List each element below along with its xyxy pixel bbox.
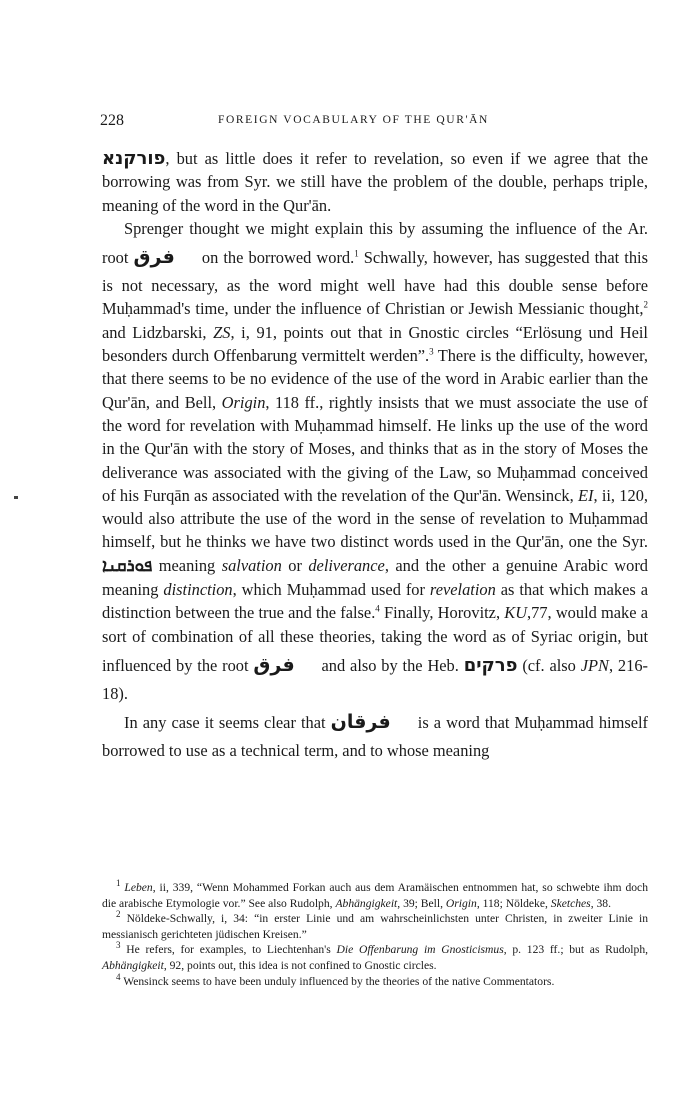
footnote-ref-4: 4 (375, 603, 380, 614)
hebrew-word-purqim: פרקים (463, 654, 518, 676)
arabic-root-word-2: فرق (253, 653, 295, 676)
footnotes (102, 880, 648, 989)
text-run: , 92, points out, this idea is not confined to Gnostic circles. (163, 958, 437, 972)
text-run: , ii, 339, “Wenn Mohammed Forkan auch aus dem Aramäischen entnommen hat, so schwebte ihm doch die arabische Etymologie vor.” See also Rudolph, (102, 881, 648, 910)
italic-book-title: Die Offenbarung im Gnosticismus (336, 943, 504, 957)
page-header (100, 112, 648, 134)
italic-sketches: Sketches (550, 896, 591, 910)
footnote-1 (102, 880, 648, 911)
text-run: , 216-18). (102, 655, 648, 703)
footnote-number: 3 (116, 940, 121, 951)
text-run: , which Muḥammad used for (232, 580, 430, 600)
italic-salvation: salvation (221, 555, 282, 575)
text-run: He refers, for examples, to Liechtenhan's (126, 943, 337, 957)
text-run: , but as little does it refer to revelation, so even if we agree that the borrowing was from Syr. we still have the problem of the double, perhaps triple, meaning of the word in the Qur'ān. (102, 149, 648, 215)
hebrew-word-furqana: פורקנא (102, 148, 166, 169)
text-run: , 118; Nöldeke, (476, 896, 551, 910)
text-run: and Lidzbarski, (102, 322, 214, 342)
arabic-word-furqan: فرقان (330, 711, 391, 734)
italic-ei: EI (577, 485, 594, 505)
text-run: , ii, 120, would also attribute the use of the word in the sense of revelation to Muḥammad himself, but he thinks we have two distinct words used in the Qur'ān, one the Syr. (102, 485, 648, 552)
italic-abhangigkeit: Abhängigkeit (102, 958, 164, 972)
text-run: (cf. also (517, 655, 581, 675)
margin-mark (14, 496, 18, 499)
text-run: , and the other a genuine Arabic word meaning (102, 555, 648, 600)
text-run: Schwally, however, has suggested that this is not necessary, as the word might well have had this double sense before Muḥammad's time, under the influence of Christian or Jewish Messianic thought, (102, 248, 648, 319)
italic-leben: Leben (124, 881, 153, 894)
italic-origin: Origin (445, 896, 477, 910)
text-run: There is the difficulty, however, that there seems to be no evidence of the use of the word in Arabic earlier than the Qur'ān, and Bell, (102, 346, 648, 412)
footnote-2 (102, 911, 648, 942)
footnote-3 (102, 942, 648, 973)
text-run: , 39; Bell, (397, 896, 446, 910)
main-text (102, 147, 648, 763)
italic-distinction: distinction (163, 580, 233, 600)
italic-origin: Origin (221, 392, 266, 412)
text-run: ,77, would make a sort of combination of all these theories, taking the word as of Syriac origin, but influenced by the root (102, 603, 648, 675)
text-run: Wensinck seems to have been unduly influenced by the theories of the native Commentators. (123, 974, 555, 988)
paragraph-3 (102, 705, 648, 762)
italic-jpn: JPN (580, 655, 609, 675)
footnote-4 (102, 971, 648, 990)
text-run: meaning (152, 555, 222, 575)
footnote-number: 2 (116, 909, 121, 920)
footnote-number: 1 (116, 878, 121, 889)
text-run: Nöldeke-Schwally, i, 34: “in erster Linie und am wahrscheinlichsten unter Christen, in zweiter Linie in messianisch gerichteten jüdischen Kreisen.” (102, 912, 649, 941)
text-run: , 118 ff., rightly insists that we must associate the use of the word for revelation with Muḥammad himself. He links up the use of the word in the Qur'ān with the story of Moses, and thinks that as in the story of Moses the deliverance was associated with the giving of the Law, so Muḥammad conceived of his Furqān as associated with the revelation of the Qur'ān. Wensinck, (102, 392, 648, 505)
footnote-ref-3: 3 (429, 346, 434, 357)
text-run: is a word that Muḥammad himself borrowed to use as a technical term, and to whose meaning (102, 713, 648, 761)
text-run: or (281, 555, 309, 575)
text-run: Finally, Horovitz, (379, 603, 505, 623)
italic-abhangigkeit: Abhängigkeit (335, 896, 398, 910)
footnote-number: 4 (116, 971, 121, 982)
footnote-ref-2: 2 (643, 300, 648, 311)
italic-deliverance: deliverance (308, 555, 385, 575)
text-run: , p. 123 ff.; but as Rudolph, (503, 943, 649, 957)
italic-zs: ZS (213, 322, 231, 342)
text-run: on the borrowed word. (196, 248, 355, 268)
italic-revelation: revelation (429, 580, 496, 600)
text-run: and also by the Heb. (316, 655, 464, 675)
text-run: In any case it seems clear that (124, 713, 331, 733)
paragraph-2 (102, 217, 648, 705)
page-number: 228 (100, 112, 124, 129)
italic-ku: KU (504, 603, 528, 623)
text-run: Sprenger thought we might explain this by assuming the influence of the Ar. root (102, 218, 648, 268)
running-title: FOREIGN VOCABULARY OF THE QUR'ĀN (218, 114, 489, 126)
text-run: , i, 91, points out that in Gnostic circles “Erlösung und Heil besonders durch Offenbarung vermittelt werden”. (102, 322, 648, 366)
text-run: as that which makes a distinction between the true and the false. (102, 580, 648, 623)
arabic-root-word: فرق (133, 246, 175, 269)
syriac-word: ܦܘܪܩܢܐ (102, 555, 153, 576)
paragraph-1 (102, 147, 648, 217)
text-run: , 38. (590, 896, 611, 910)
footnote-ref-1: 1 (354, 248, 359, 259)
